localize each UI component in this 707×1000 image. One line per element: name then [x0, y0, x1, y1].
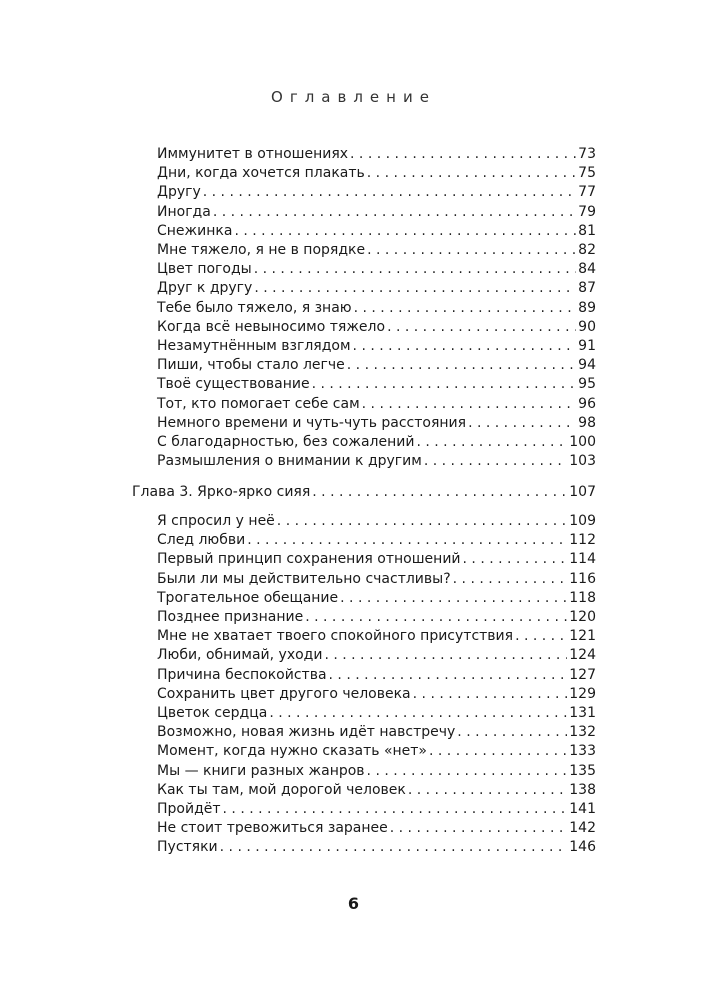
- toc-entry-page: 109: [569, 513, 596, 529]
- toc-entry-title: Дни, когда хочется плакать: [157, 165, 365, 181]
- toc-entry: [157, 145, 596, 164]
- toc-entry: [157, 685, 596, 704]
- toc-entry: [157, 452, 596, 471]
- toc-entry-title: Трогательное обещание: [157, 590, 339, 606]
- toc-entry: [157, 589, 596, 608]
- toc-entry-page: 98: [578, 415, 596, 431]
- dot-leader: [354, 299, 577, 318]
- dot-leader: [424, 452, 567, 471]
- toc-entry-title: Снежинка: [157, 223, 233, 239]
- toc-entry-title: Размышления о внимании к другим: [157, 453, 422, 469]
- toc-entry: [157, 627, 596, 646]
- toc-entry-page: 138: [569, 782, 596, 798]
- dot-leader: [515, 627, 567, 646]
- toc-entry: [157, 666, 596, 685]
- dot-leader: [277, 512, 567, 531]
- toc-entry: [157, 356, 596, 375]
- toc-entry: [157, 531, 596, 550]
- toc-entry-page: 116: [569, 571, 596, 587]
- dot-leader: [329, 666, 568, 685]
- toc-entry-title: Цветок сердца: [157, 705, 268, 721]
- toc-entry-title: Друг к другу: [157, 280, 253, 296]
- toc-entry: [157, 318, 596, 337]
- toc-entry-title: Причина беспокойства: [157, 667, 327, 683]
- toc-entry-page: 84: [578, 261, 596, 277]
- toc-entry: [157, 819, 596, 838]
- toc-entry-page: 95: [578, 376, 596, 392]
- toc-entry-page: 89: [578, 300, 596, 316]
- dot-leader: [254, 260, 576, 279]
- toc-entry-title: Были ли мы действительно счастливы?: [157, 571, 451, 587]
- toc-entry-page: 120: [569, 609, 596, 625]
- dot-leader: [353, 337, 577, 356]
- dot-leader: [247, 531, 567, 550]
- toc-entry-page: 107: [569, 484, 596, 500]
- toc-entry-page: 114: [569, 551, 596, 567]
- toc-entry-title: Пройдёт: [157, 801, 221, 817]
- toc-entry: [157, 762, 596, 781]
- toc-entry-title: Не стоит тревожиться заранее: [157, 820, 388, 836]
- dot-leader: [220, 838, 568, 857]
- toc-entry-page: 73: [578, 146, 596, 162]
- toc-entry-title: Глава 3. Ярко-ярко сияя: [132, 484, 311, 500]
- toc-entry-page: 132: [569, 724, 596, 740]
- toc-entry: [157, 260, 596, 279]
- toc-entry: [157, 279, 596, 298]
- toc-entry: [157, 800, 596, 819]
- toc-entry-page: 141: [569, 801, 596, 817]
- toc-entry-title: Сохранить цвет другого человека: [157, 686, 411, 702]
- dot-leader: [390, 819, 568, 838]
- dot-leader: [312, 483, 567, 502]
- toc-entry-page: 75: [578, 165, 596, 181]
- toc-entry: [157, 164, 596, 183]
- toc-entry: [157, 414, 596, 433]
- toc-entry-title: Возможно, новая жизнь идёт навстречу: [157, 724, 456, 740]
- dot-leader: [367, 164, 576, 183]
- toc-entry: [157, 299, 596, 318]
- toc-entry: [157, 433, 596, 452]
- toc-entry-title: Мне тяжело, я не в порядке: [157, 242, 366, 258]
- toc-entry: [157, 742, 596, 761]
- toc-entry: [157, 704, 596, 723]
- toc-chapter-heading: [132, 483, 596, 502]
- dot-leader: [312, 375, 577, 394]
- toc-entry-title: Твоё существование: [157, 376, 310, 392]
- toc-entry: [157, 781, 596, 800]
- toc-entry: [157, 203, 596, 222]
- toc-entry-title: Пиши, чтобы стало легче: [157, 357, 345, 373]
- toc-entry-title: Я спросил у неё: [157, 513, 275, 529]
- toc-entry-page: 79: [578, 204, 596, 220]
- toc-entry: [157, 550, 596, 569]
- dot-leader: [254, 279, 576, 298]
- toc-entry-page: 127: [569, 667, 596, 683]
- toc-entry: [157, 838, 596, 857]
- dot-leader: [347, 356, 576, 375]
- toc-entry-title: Как ты там, мой дорогой человек: [157, 782, 406, 798]
- toc-entry-page: 135: [569, 763, 596, 779]
- dot-leader: [203, 183, 576, 202]
- toc-entry-title: Мне не хватает твоего спокойного присутствия: [157, 628, 514, 644]
- toc-entry-title: С благодарностью, без сожалений: [157, 434, 415, 450]
- toc-entry-title: Иногда: [157, 204, 211, 220]
- dot-leader: [468, 414, 576, 433]
- toc-entry-title: Позднее признание: [157, 609, 304, 625]
- toc-entry-page: 133: [569, 743, 596, 759]
- toc-entry: [157, 375, 596, 394]
- toc-entry-page: 91: [578, 338, 596, 354]
- toc-entry-page: 121: [569, 628, 596, 644]
- toc-entry-title: Цвет погоды: [157, 261, 252, 277]
- dot-leader: [453, 570, 568, 589]
- toc-entry: [157, 241, 596, 260]
- toc-entry-page: 131: [569, 705, 596, 721]
- toc-entry-title: Немного времени и чуть-чуть расстояния: [157, 415, 467, 431]
- toc-heading: Оглавление: [271, 88, 436, 106]
- toc-entry-page: 82: [578, 242, 596, 258]
- dot-leader: [416, 433, 567, 452]
- toc-entry-title: След любви: [157, 532, 246, 548]
- dot-leader: [269, 704, 567, 723]
- toc-entry: [157, 337, 596, 356]
- dot-leader: [305, 608, 567, 627]
- toc-entry-title: Незамутнённым взглядом: [157, 338, 351, 354]
- toc-entry-page: 118: [569, 590, 596, 606]
- toc-entry-title: Первый принцип сохранения отношений: [157, 551, 461, 567]
- toc-entry: [157, 395, 596, 414]
- toc-entry-page: 87: [578, 280, 596, 296]
- toc-entry-title: Иммунитет в отношениях: [157, 146, 349, 162]
- toc-entry: [157, 222, 596, 241]
- toc-entry: [157, 723, 596, 742]
- toc-entry: [157, 646, 596, 665]
- dot-leader: [234, 222, 576, 241]
- toc-entry-page: 112: [569, 532, 596, 548]
- toc-entry-page: 81: [578, 223, 596, 239]
- dot-leader: [213, 203, 576, 222]
- toc-entry-page: 146: [569, 839, 596, 855]
- toc-entry-title: Пустяки: [157, 839, 218, 855]
- toc-entry: [157, 183, 596, 202]
- toc-entry-title: Когда всё невыносимо тяжело: [157, 319, 386, 335]
- dot-leader: [350, 145, 576, 164]
- dot-leader: [429, 742, 567, 761]
- toc-entry-page: 90: [578, 319, 596, 335]
- dot-leader: [463, 550, 568, 569]
- toc-entry-page: 103: [569, 453, 596, 469]
- dot-leader: [387, 318, 576, 337]
- dot-leader: [223, 800, 568, 819]
- toc-entry-page: 142: [569, 820, 596, 836]
- dot-leader: [457, 723, 567, 742]
- dot-leader: [340, 589, 567, 608]
- toc-entry-page: 129: [569, 686, 596, 702]
- toc-entry-title: Тот, кто помогает себе сам: [157, 396, 360, 412]
- toc-entry: [157, 570, 596, 589]
- toc-entry: [157, 512, 596, 531]
- toc-entry-title: Момент, когда нужно сказать «нет»: [157, 743, 427, 759]
- toc-entry-page: 77: [578, 184, 596, 200]
- dot-leader: [408, 781, 567, 800]
- page-number: 6: [347, 894, 360, 913]
- toc-entry-title: Другу: [157, 184, 201, 200]
- toc-entry-page: 96: [578, 396, 596, 412]
- dot-leader: [367, 241, 576, 260]
- toc-entry-page: 100: [569, 434, 596, 450]
- dot-leader: [324, 646, 567, 665]
- toc-entry-title: Люби, обнимай, уходи: [157, 647, 323, 663]
- toc-entry: [157, 608, 596, 627]
- toc-entry-title: Тебе было тяжело, я знаю: [157, 300, 352, 316]
- dot-leader: [413, 685, 568, 704]
- dot-leader: [367, 762, 568, 781]
- toc-entry-title: Мы — книги разных жанров: [157, 763, 365, 779]
- toc-entry-page: 94: [578, 357, 596, 373]
- toc-entry-page: 124: [569, 647, 596, 663]
- dot-leader: [362, 395, 577, 414]
